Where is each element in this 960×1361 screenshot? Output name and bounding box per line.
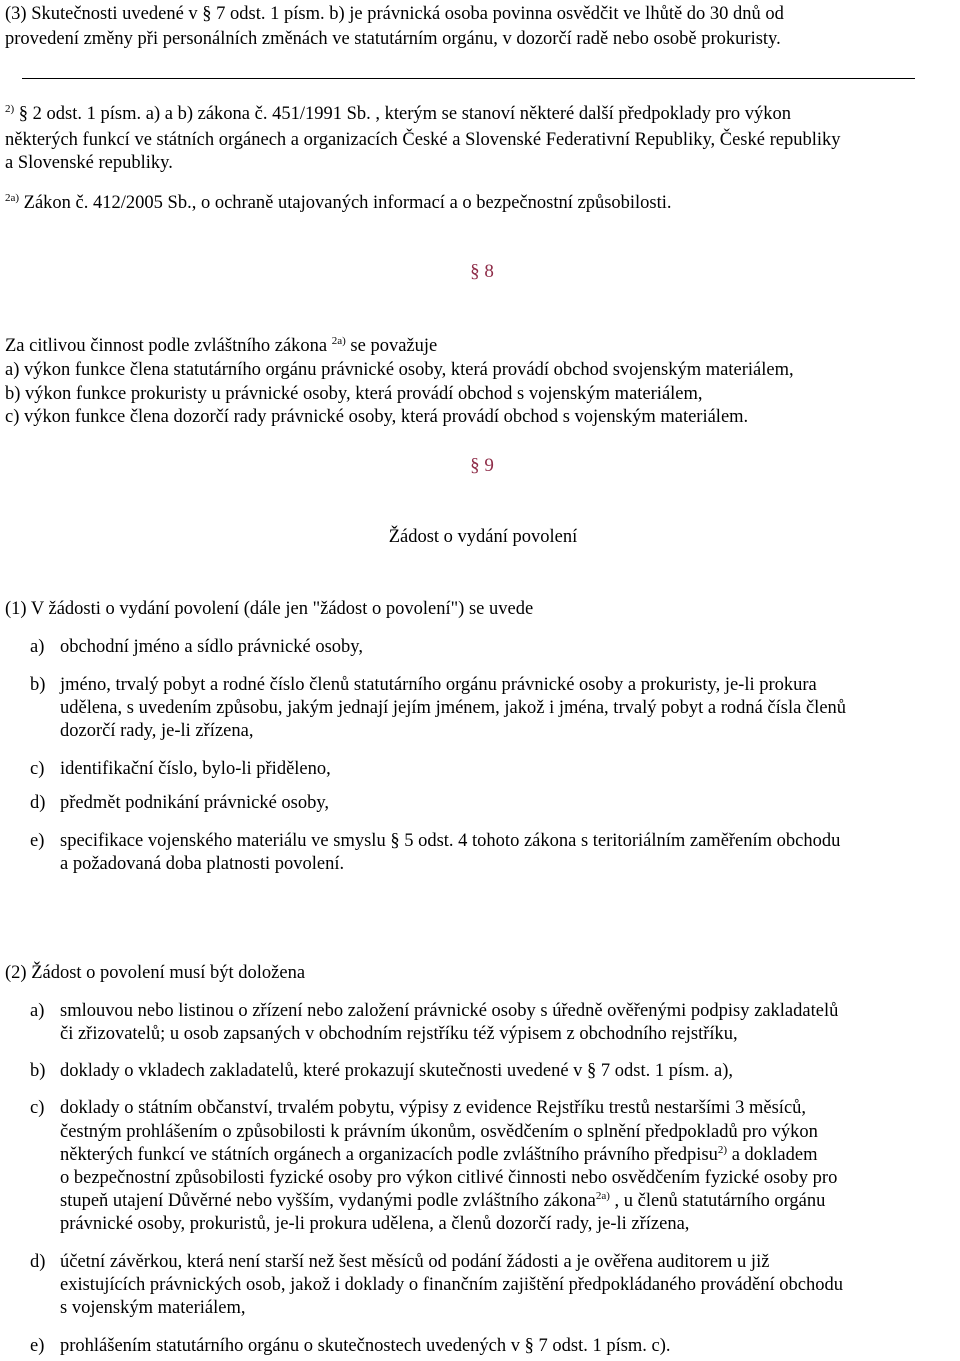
list-item-line: doklady o vkladech zakladatelů, které prokazují skutečnosti uvedené v § 7 odst. 1 písm. a), xyxy=(60,1061,734,1081)
list-item-label: b) xyxy=(30,675,46,695)
list-item-line: předmět podnikání právnické osoby, xyxy=(60,793,330,813)
paragraph-3-line: provedení změny při personálních změnách ve statutárním orgánu, v dozorčí radě nebo osobě prokuristy. xyxy=(5,29,781,49)
list-item-line: dozorčí rady, je-li zřízena, xyxy=(60,721,254,741)
footnote-reference-superscript: 2) xyxy=(717,1144,728,1156)
list-item-label: e) xyxy=(30,1336,45,1356)
subsection-1-intro: (1) V žádosti o vydání povolení (dále jen "žádost o povolení") se uvede xyxy=(5,599,534,619)
list-item-line: s vojenským materiálem, xyxy=(60,1298,246,1318)
footnote-2a-line: Zákon č. 412/2005 Sb., o ochraně utajovaných informací a o bezpečnostní způsobilosti. xyxy=(23,193,672,213)
list-item-line-text: stupeň utajení Důvěrné nebo vyšším, vydanými podle zvláštního zákona xyxy=(60,1191,596,1211)
list-item-line: specifikace vojenského materiálu ve smyslu § 5 odst. 4 tohoto zákona s teritoriálním zaměřením obchodu xyxy=(60,831,841,851)
list-item-label: d) xyxy=(30,793,46,813)
list-item-label: c) xyxy=(30,759,45,779)
footnote-reference-superscript: 2a) xyxy=(595,1190,610,1202)
list-item-label: a) xyxy=(30,1001,45,1021)
list-item-label: d) xyxy=(30,1252,46,1272)
list-item-line: či zřizovatelů; u osob zapsaných v obchodním rejstříku též výpisem z obchodního rejstříku, xyxy=(60,1024,738,1044)
list-item-line xyxy=(60,1144,818,1166)
footnote-reference-superscript: 2a) xyxy=(331,335,346,347)
footnote-2-line: § 2 odst. 1 písm. a) a b) zákona č. 451/1991 Sb. , kterým se stanoví některé další předpoklady pro výkon xyxy=(18,104,792,124)
footnote-2a-mark: 2a) xyxy=(5,192,20,204)
section-9-title: Žádost o vydání povolení xyxy=(388,527,578,547)
footnote-2-line: některých funkcí ve státních orgánech a organizacích České a Slovenské Federativní Republiky, České republiky xyxy=(5,130,841,150)
section-8-intro xyxy=(5,335,437,357)
list-item-line: existujících právnických osob, jakož i doklady o finančním zajištění předpokládaného provádění obchodu xyxy=(60,1275,843,1295)
list-item-line: doklady o státním občanství, trvalém pobytu, výpisy z evidence Rejstříku trestů nestaršími 3 měsíců, xyxy=(60,1098,807,1118)
footnote-2-mark: 2) xyxy=(5,103,15,115)
section-8-item: a) výkon funkce člena statutárního orgánu právnické osoby, která provádí obchod svojenským materiálem, xyxy=(5,360,794,380)
list-item-line-text: některých funkcí ve státních orgánech a organizacích podle zvláštního právního předpisu xyxy=(60,1145,718,1165)
footnote-2-line: a Slovenské republiky. xyxy=(5,153,173,173)
footnote-2 xyxy=(5,103,791,125)
list-item-line: jméno, trvalý pobyt a rodné číslo členů statutárního orgánu právnické osoby a prokuristy, je-li prokura xyxy=(60,675,817,695)
list-item-line: čestným prohlášením o způsobilosti k právním úkonům, osvědčením o splnění předpokladů pro výkon xyxy=(60,1122,818,1142)
list-item-line: smlouvou nebo listinou o zřízení nebo založení právnické osoby s úředně ověřenými podpisy zakladatelů xyxy=(60,1001,839,1021)
list-item-label: c) xyxy=(30,1098,45,1118)
list-item-line: udělena, s uvedením způsobu, jakým jednají jejím jménem, jakož i jména, trvalý pobyt a rodná čísla členů xyxy=(60,698,847,718)
paragraph-3-line: (3) Skutečnosti uvedené v § 7 odst. 1 písm. b) je právnická osoba povinna osvědčit ve lhůtě do 30 dnů od xyxy=(5,4,784,24)
section-9-heading: § 9 xyxy=(470,455,494,476)
section-8-intro-text: Za citlivou činnost podle zvláštního zákona xyxy=(5,336,328,356)
list-item-label: e) xyxy=(30,831,45,851)
list-item-line xyxy=(60,1190,825,1212)
subsection-2-intro: (2) Žádost o povolení musí být doložena xyxy=(5,963,306,983)
list-item-line: účetní závěrkou, která není starší než šest měsíců od podání žádosti a je ověřena auditorem u již xyxy=(60,1252,770,1272)
footnote-separator xyxy=(22,78,915,79)
list-item-line: právnické osoby, prokuristů, je-li prokura udělena, a členů dozorčí rady, je-li zřízena, xyxy=(60,1214,690,1234)
list-item-line-text: , u členů statutárního orgánu xyxy=(614,1191,826,1211)
footnote-2a xyxy=(5,192,672,214)
list-item-line-text: a dokladem xyxy=(731,1145,818,1165)
list-item-label: b) xyxy=(30,1061,46,1081)
list-item-line: obchodní jméno a sídlo právnické osoby, xyxy=(60,637,363,657)
list-item-line: identifikační číslo, bylo-li přiděleno, xyxy=(60,759,331,779)
section-8-intro-text: se považuje xyxy=(350,336,438,356)
section-8-item: b) výkon funkce prokuristy u právnické osoby, která provádí obchod s vojenským materiálem, xyxy=(5,384,703,404)
list-item-line: a požadovaná doba platnosti povolení. xyxy=(60,854,345,874)
section-8-item: c) výkon funkce člena dozorčí rady právnické osoby, která provádí obchod s vojenským materiálem. xyxy=(5,407,749,427)
section-8-heading: § 8 xyxy=(470,261,494,282)
list-item-line: prohlášením statutárního orgánu o skutečnostech uvedených v § 7 odst. 1 písm. c). xyxy=(60,1336,671,1356)
list-item-label: a) xyxy=(30,637,45,657)
list-item-line: o bezpečnostní způsobilosti fyzické osoby pro výkon citlivé činnosti nebo osvědčením fyzické osoby pro xyxy=(60,1168,838,1188)
